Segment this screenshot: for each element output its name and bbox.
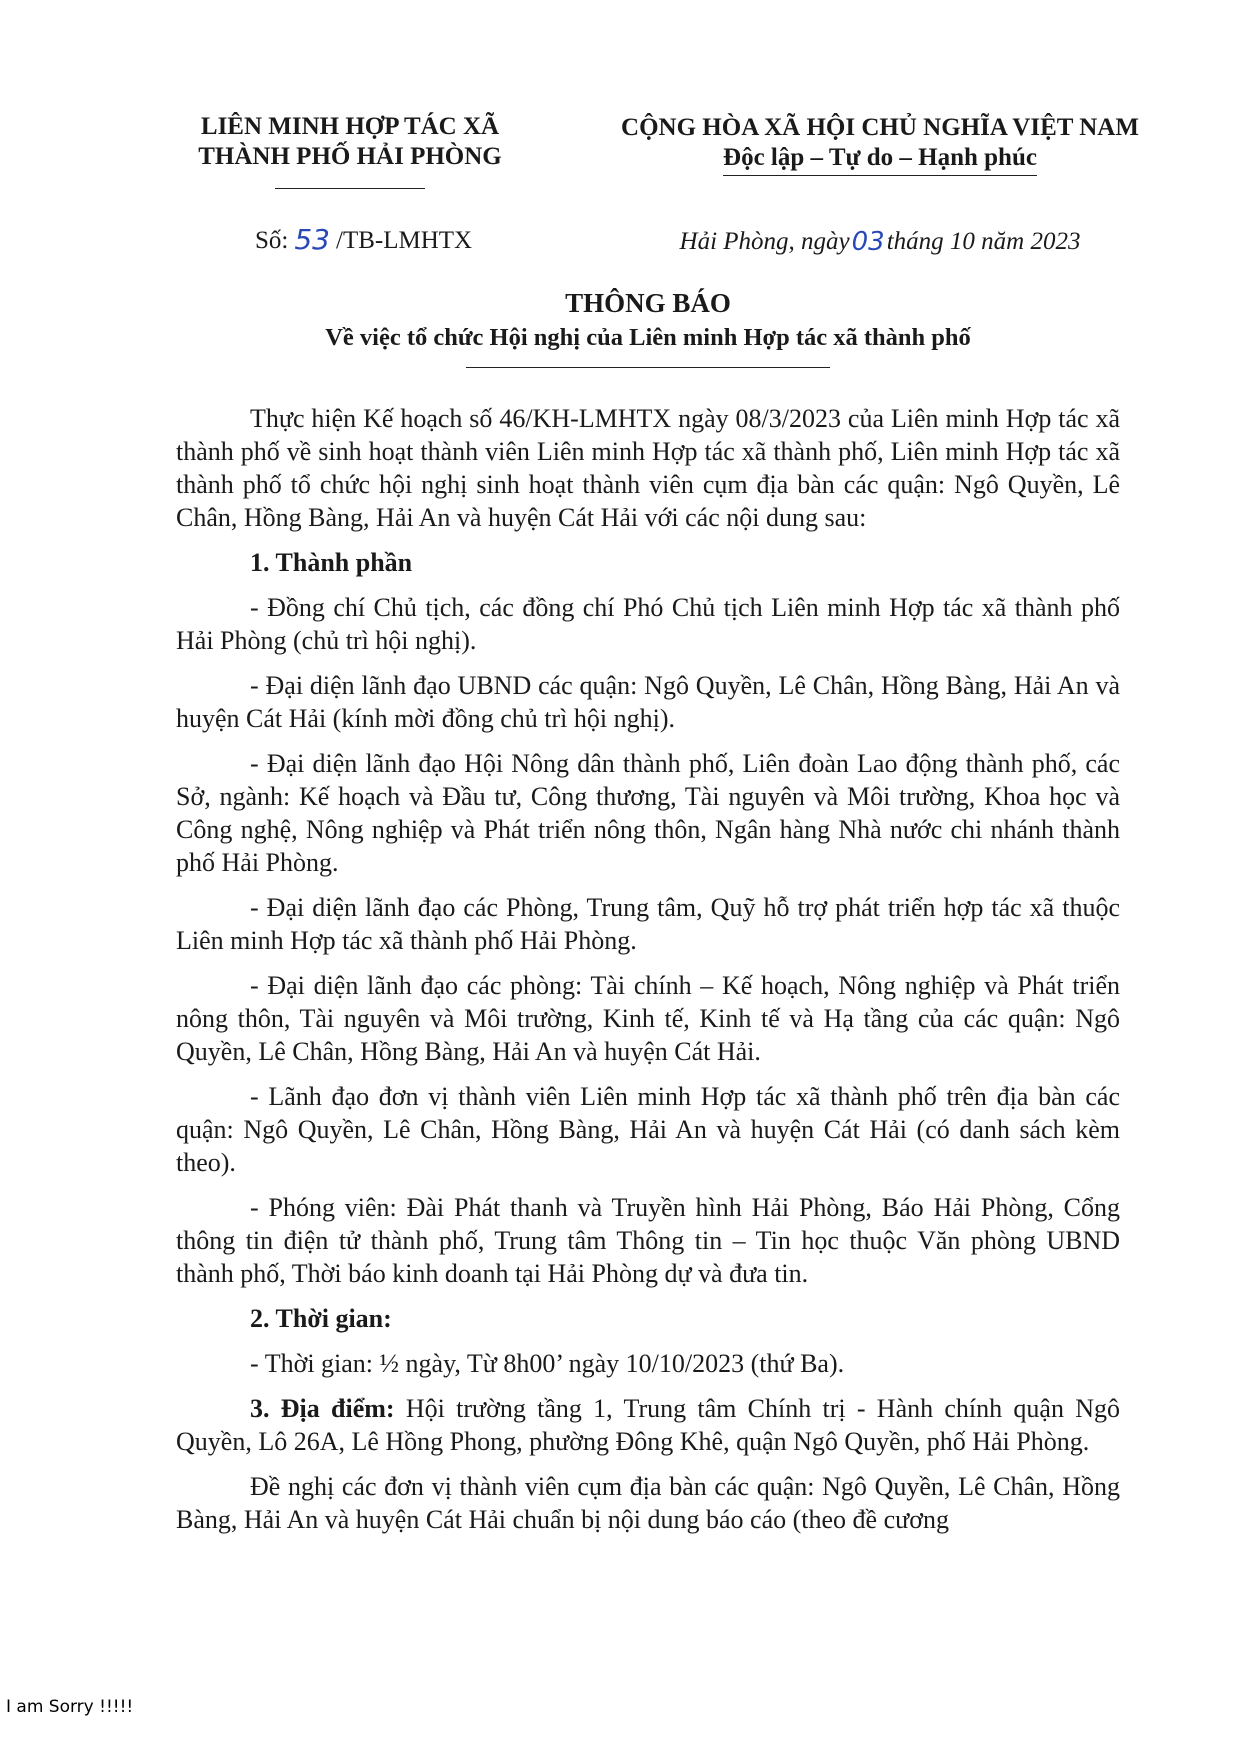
intro-paragraph: Thực hiện Kế hoạch số 46/KH-LMHTX ngày 08/3/2023 của Liên minh Hợp tác xã thành phố về sinh hoạt thành viên Liên minh Hợp tác xã thành phố, Liên minh Hợp tác xã thành phố tổ chức hội nghị sinh hoạt thành viên cụm địa bàn các quận: Ngô Quyền, Lê Chân, Hồng Bàng, Hải An và huyện Cát Hải với các nội dung sau: (176, 404, 1120, 532)
org-underline (275, 188, 425, 189)
national-header (600, 113, 1160, 176)
closing-paragraph: Đề nghị các đơn vị thành viên cụm địa bàn các quận: Ngô Quyền, Lê Chân, Hồng Bàng, Hải An và huyện Cát Hải chuẩn bị nội dung báo cáo (theo đề cương (176, 1472, 1120, 1534)
handwritten-doc-number: 53 (294, 223, 330, 256)
national-motto: Độc lập – Tự do – Hạnh phúc (723, 143, 1037, 176)
section-2-heading: 2. Thời gian: (250, 1304, 392, 1333)
doc-number-prefix: Số: (255, 227, 289, 254)
section-1-item: - Đại diện lãnh đạo các Phòng, Trung tâm, Quỹ hỗ trợ phát triển hợp tác xã thuộc Liên minh Hợp tác xã thành phố Hải Phòng. (176, 893, 1120, 955)
section-1-item: - Đại diện lãnh đạo UBND các quận: Ngô Quyền, Lê Chân, Hồng Bàng, Hải An và huyện Cát Hải (kính mời đồng chủ trì hội nghị). (176, 671, 1120, 733)
section-1-item: - Đồng chí Chủ tịch, các đồng chí Phó Chủ tịch Liên minh Hợp tác xã thành phố Hải Phòng (chủ trì hội nghị). (176, 593, 1120, 655)
org-line-1: LIÊN MINH HỢP TÁC XÃ (200, 113, 500, 140)
nation-name: CỘNG HÒA XÃ HỘI CHỦ NGHĨA VIỆT NAM (621, 114, 1139, 141)
document-body (176, 402, 1120, 1548)
section-3-text: Hội trường tầng 1, Trung tâm Chính trị - Hành chính quận Ngô Quyền, Lô 26A, Lê Hồng Phong, phường Đông Khê, quận Ngô Quyền, phố Hải Phòng. (176, 1394, 1121, 1456)
doc-number-suffix: /TB-LMHTX (336, 227, 473, 254)
dateline-after: tháng 10 năm 2023 (886, 228, 1081, 255)
section-1-item: - Lãnh đạo đơn vị thành viên Liên minh Hợp tác xã thành phố trên địa bàn các quận: Ngô Quyền, Lê Chân, Hồng Bàng, Hải An và huyện Cát Hải (có danh sách kèm theo). (176, 1082, 1120, 1177)
document-number (255, 222, 472, 255)
section-3-paragraph (176, 1392, 1120, 1458)
section-1-item: - Đại diện lãnh đạo các phòng: Tài chính – Kế hoạch, Nông nghiệp và Phát triển nông thôn, Tài nguyên và Môi trường, Kinh tế, Kinh tế và Hạ tầng của các quận: Ngô Quyền, Lê Chân, Hồng Bàng, Hải An và huyện Cát Hải. (176, 971, 1120, 1066)
handwritten-day: 03 (851, 227, 885, 257)
document-title-block (176, 287, 1120, 368)
section-2-item: - Thời gian: ½ ngày, Từ 8h00’ ngày 10/10/2023 (thứ Ba). (250, 1349, 845, 1378)
section-1-item: - Đại diện lãnh đạo Hội Nông dân thành phố, Liên đoàn Lao động thành phố, các Sở, ngành: Kế hoạch và Đầu tư, Công thương, Tài nguyên và Môi trường, Khoa học và Công nghệ, Nông nghiệp và Phát triển nông thôn, Ngân hàng Nhà nước chi nhánh thành phố Hải Phòng. (176, 749, 1120, 877)
org-line-2: THÀNH PHỐ HẢI PHÒNG (198, 143, 502, 170)
section-1-heading: 1. Thành phần (250, 548, 413, 577)
document-subtitle: Về việc tổ chức Hội nghị của Liên minh Hợp tác xã thành phố (325, 324, 971, 351)
footer-note: I am Sorry !!!!! (6, 1697, 134, 1717)
dateline-before: Hải Phòng, ngày (679, 228, 850, 255)
section-1-item: - Phóng viên: Đài Phát thanh và Truyền hình Hải Phòng, Báo Hải Phòng, Cổng thông tin điện tử thành phố, Trung tâm Thông tin – Tin học thuộc Văn phòng UBND thành phố, Thời báo kinh doanh tại Hải Phòng dự và đưa tin. (176, 1193, 1120, 1288)
issuing-organization (190, 112, 510, 189)
dateline (600, 226, 1160, 256)
document-title: THÔNG BÁO (565, 288, 731, 318)
title-underline (466, 367, 830, 368)
section-3-label: 3. Địa điểm: (250, 1394, 395, 1423)
